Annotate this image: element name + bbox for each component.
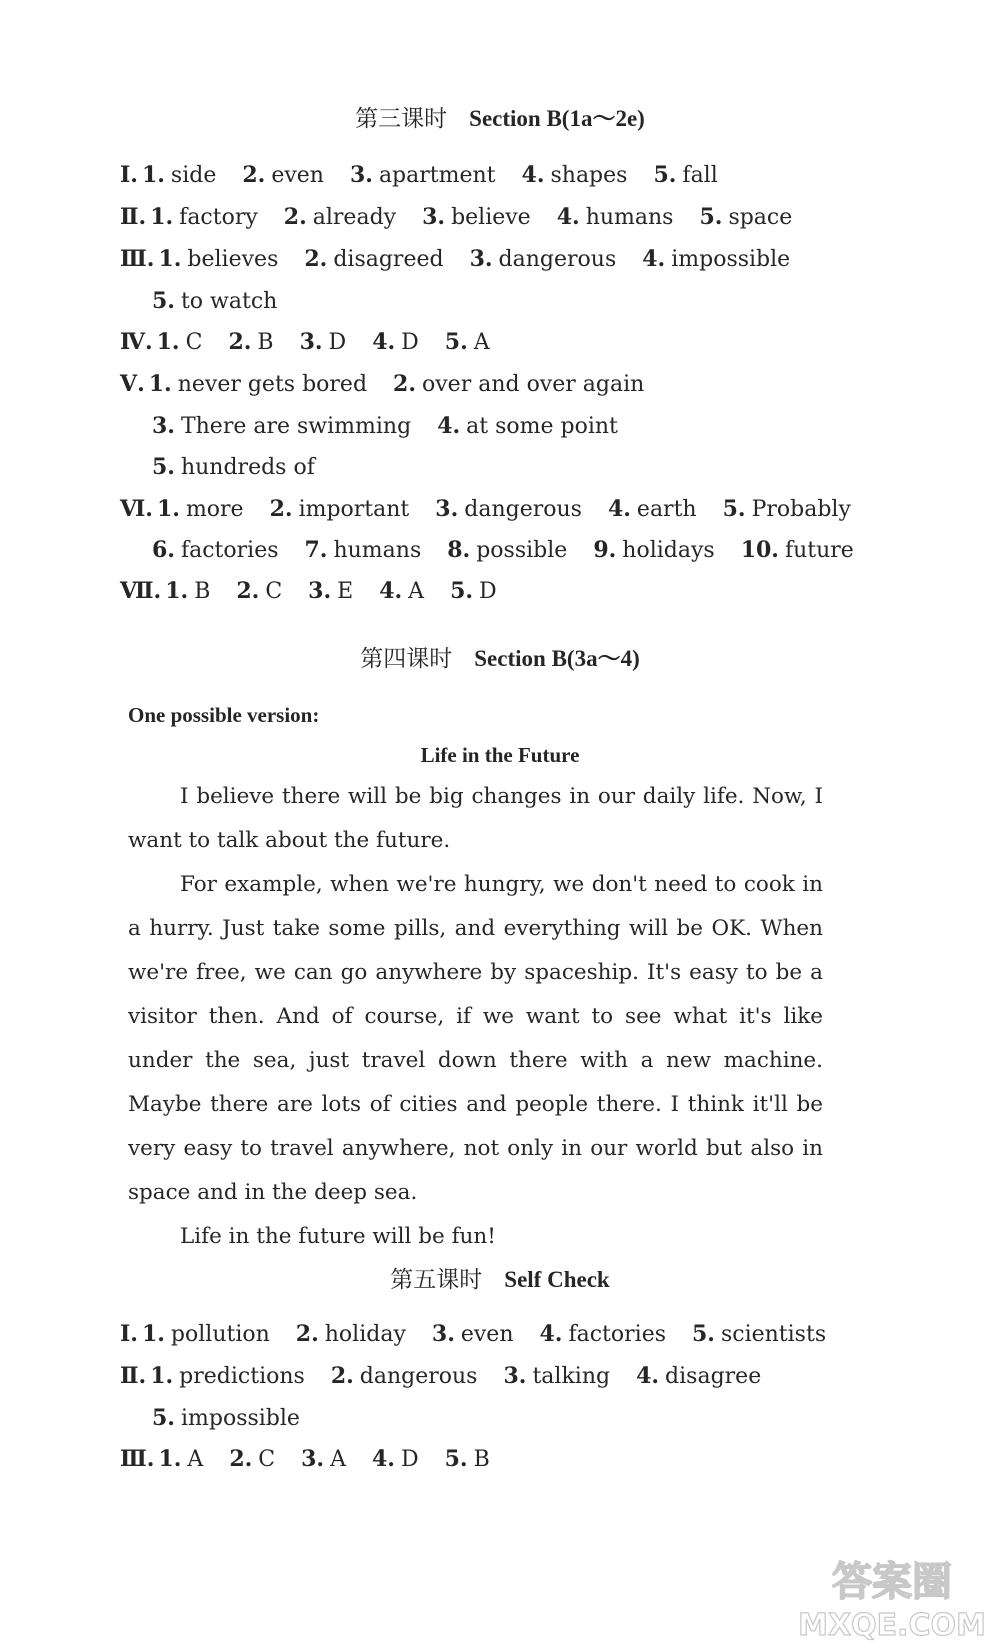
answer-number: 6. (152, 537, 175, 563)
answer-item (142, 163, 216, 188)
roman-numeral: Ⅵ. (120, 496, 153, 522)
answer-text: A (330, 1447, 346, 1472)
answer-number: 5. (653, 162, 677, 188)
answer-item (450, 579, 497, 604)
answer-number: 4. (607, 496, 631, 522)
answer-item (435, 497, 582, 522)
answer-number: 5. (444, 1446, 468, 1472)
answer-item (350, 163, 496, 188)
answer-number: 3. (349, 162, 373, 188)
answer-item (653, 163, 717, 188)
answer-item (142, 1322, 270, 1347)
answer-item (296, 1322, 406, 1347)
answer-number: 4. (636, 1363, 660, 1389)
answer-item (158, 1447, 203, 1472)
answer-number: 3. (422, 204, 446, 230)
possible-version-label: One possible version: (128, 703, 320, 727)
answer-number: 4. (539, 1321, 563, 1347)
essay-paragraph: I believe there will be big changes in our daily life. Now, I want to talk about the future. (128, 784, 823, 853)
answer-number: 2. (283, 204, 307, 230)
section3-heading (0, 100, 1000, 133)
answer-text: factory (179, 205, 258, 230)
answer-text: D (400, 1447, 419, 1472)
answer-item (372, 330, 419, 355)
s3-answer-row (120, 496, 877, 522)
answer-text: pollution (170, 1322, 270, 1347)
answer-text: dangerous (464, 497, 582, 522)
answer-text: believes (187, 247, 279, 272)
answer-number: 1. (141, 162, 165, 188)
answer-item (301, 1447, 346, 1472)
s3-answer-row (120, 204, 818, 230)
answer-number: 2. (393, 371, 416, 397)
answer-item (308, 579, 353, 604)
watermark-text-top: 答案圈 (832, 1559, 952, 1605)
roman-numeral: Ⅳ. (120, 329, 153, 355)
watermark-svg (792, 1547, 992, 1647)
answer-number: 10. (740, 537, 779, 563)
answer-item (540, 1322, 667, 1347)
answer-item (393, 372, 644, 397)
answer-item (445, 330, 490, 355)
answer-number: 2. (295, 1321, 319, 1347)
s3-answer-row (152, 537, 880, 563)
answer-number: 4. (372, 329, 396, 355)
answer-text: C (265, 579, 283, 604)
answer-text: hundreds of (180, 455, 315, 480)
section4-heading (0, 640, 1000, 673)
answer-text: even (271, 163, 324, 188)
answer-number: 4. (521, 162, 545, 188)
answer-item (470, 247, 617, 272)
answer-text: holiday (324, 1322, 406, 1347)
answer-text: to watch (180, 289, 278, 314)
answer-text: never gets bored (177, 372, 368, 397)
answer-item (608, 497, 697, 522)
answer-text: over and over again (422, 372, 645, 397)
section5-heading-cn: 第五课时 (390, 1267, 483, 1292)
answer-text: fall (682, 163, 718, 188)
answer-item (270, 497, 410, 522)
answer-number: 3. (308, 578, 332, 604)
answer-number: 1. (141, 1321, 165, 1347)
answer-number: 9. (593, 537, 617, 563)
s3-answer-row (152, 454, 341, 480)
answer-text: factories (568, 1322, 666, 1347)
answer-text: dangerous (359, 1364, 478, 1389)
answer-text: A (187, 1447, 204, 1472)
essay-paragraph: Life in the future will be fun! (180, 1224, 496, 1249)
answer-item (445, 1447, 490, 1472)
answer-text: D (401, 330, 419, 355)
answer-item (432, 1322, 514, 1347)
answer-text: earth (636, 497, 697, 522)
essay-paragraph: For example, when we're hungry, we don't need to cook in a hurry. Just take some pills, and everything will be OK. When we're free, we can go anywhere by spaceship. It's easy to be a visitor then. And of course, if we want to see what it's like under the sea, just travel down there with a new machine. Maybe there are lots of cities and people there. I think it'll be very easy to travel anywhere, not only in our world but also in space and in the deep sea. (128, 872, 823, 1205)
section4-heading-en: Section B(3a～4) (474, 646, 640, 671)
roman-numeral: Ⅰ. (120, 162, 138, 188)
section5-heading-en: Self Check (504, 1267, 610, 1292)
answer-text: already (312, 205, 397, 230)
answer-item (150, 205, 258, 230)
roman-numeral: Ⅰ. (120, 1321, 138, 1347)
answer-text: disagree (665, 1364, 762, 1389)
answer-item (152, 289, 277, 314)
answer-number: 3. (435, 496, 459, 522)
answer-item (593, 538, 714, 563)
answer-number: 5. (699, 204, 723, 230)
answer-item (152, 1406, 300, 1431)
answer-item (642, 247, 790, 272)
section4-heading-cn: 第四课时 (360, 646, 453, 671)
s3-answer-row (120, 162, 744, 188)
answer-item (300, 330, 347, 355)
answer-text: holidays (622, 538, 715, 563)
answer-number: 2. (236, 578, 260, 604)
answer-number: 2. (242, 162, 266, 188)
s3-answer-row (120, 578, 523, 604)
roman-numeral: Ⅲ. (120, 246, 155, 272)
s3-answer-row (152, 413, 644, 439)
answer-item (557, 205, 674, 230)
section5-heading (0, 1261, 1000, 1294)
answer-text: E (337, 579, 354, 604)
answer-number: 1. (148, 371, 172, 397)
answer-item (229, 1447, 275, 1472)
answer-text: dangerous (498, 247, 617, 272)
answer-item (723, 497, 851, 522)
answer-number: 4. (642, 246, 666, 272)
answer-text: impossible (671, 247, 791, 272)
answer-text: believe (451, 205, 531, 230)
answer-number: 1. (156, 329, 180, 355)
answer-text: humans (333, 538, 422, 563)
answer-text: possible (476, 538, 568, 563)
s5-answer-row (120, 1446, 516, 1472)
answer-number: 1. (158, 1446, 182, 1472)
answer-item (304, 247, 443, 272)
answer-item (228, 330, 273, 355)
answer-item (149, 372, 367, 397)
answer-item (152, 538, 279, 563)
answer-item (236, 579, 282, 604)
answer-number: 5. (444, 329, 468, 355)
answer-item (741, 538, 854, 563)
roman-numeral: Ⅴ. (120, 371, 145, 397)
roman-numeral: Ⅶ. (120, 578, 162, 604)
watermark-logo (792, 1547, 992, 1647)
answer-number: 3. (469, 246, 493, 272)
answer-item (422, 205, 531, 230)
answer-item (437, 414, 618, 439)
answer-text: at some point (466, 414, 618, 439)
answer-text: factories (180, 538, 279, 563)
s5-answer-row (120, 1363, 787, 1389)
answer-number: 4. (379, 578, 403, 604)
answer-text: D (328, 330, 347, 355)
s3-answer-row (120, 371, 670, 397)
section3-heading-en: Section B(1a～2e) (469, 106, 645, 131)
answer-number: 1. (158, 246, 182, 272)
answer-text: disagreed (333, 247, 444, 272)
answer-text: C (185, 330, 203, 355)
answer-text: more (185, 497, 244, 522)
answer-text: C (258, 1447, 276, 1472)
answer-item (242, 163, 324, 188)
watermark-text-bottom: MXQE.COM (798, 1608, 986, 1643)
answer-item (503, 1364, 610, 1389)
answer-number: 1. (150, 1363, 174, 1389)
roman-numeral: Ⅱ. (120, 1363, 147, 1389)
answer-text: humans (585, 205, 674, 230)
answer-text: A (408, 579, 425, 604)
s3-answer-row (120, 329, 516, 355)
answer-number: 3. (503, 1363, 527, 1389)
answer-number: 5. (152, 1405, 175, 1431)
answer-number: 5. (152, 288, 175, 314)
answer-text: side (170, 163, 217, 188)
answer-number: 7. (304, 537, 328, 563)
answer-text: A (473, 330, 490, 355)
answer-text: shapes (550, 163, 628, 188)
answer-number: 4. (556, 204, 580, 230)
answer-item (692, 1322, 826, 1347)
answer-item (331, 1364, 478, 1389)
answer-number: 2. (229, 1446, 253, 1472)
answer-item (379, 579, 424, 604)
answer-number: 5. (692, 1321, 715, 1347)
answer-item (699, 205, 792, 230)
answer-text: important (298, 497, 410, 522)
answer-item (158, 247, 278, 272)
answer-text: There are swimming (180, 414, 412, 439)
answer-number: 1. (156, 496, 180, 522)
answer-number: 4. (437, 413, 461, 439)
answer-number: 5. (152, 454, 175, 480)
answer-text: future (784, 538, 854, 563)
s3-answer-row (120, 246, 816, 272)
answer-number: 3. (152, 413, 175, 439)
answer-number: 4. (371, 1446, 395, 1472)
answer-number: 1. (150, 204, 174, 230)
answer-item (636, 1364, 761, 1389)
answer-number: 5. (450, 578, 474, 604)
answer-item (152, 455, 315, 480)
answer-number: 3. (301, 1446, 325, 1472)
answer-text: Probably (751, 497, 851, 522)
answer-text: B (194, 579, 211, 604)
answer-item (522, 163, 628, 188)
answer-text: B (473, 1447, 490, 1472)
answer-text: talking (532, 1364, 611, 1389)
answer-text: space (728, 205, 793, 230)
answer-item (372, 1447, 419, 1472)
answer-number: 5. (722, 496, 746, 522)
section3-heading-cn: 第三课时 (355, 106, 448, 131)
answer-item (165, 579, 210, 604)
answer-text: B (257, 330, 274, 355)
answer-number: 3. (431, 1321, 455, 1347)
answer-item (150, 1364, 305, 1389)
answer-text: apartment (378, 163, 496, 188)
answer-item (157, 497, 244, 522)
answer-item (305, 538, 422, 563)
roman-numeral: Ⅱ. (120, 204, 147, 230)
answer-text: predictions (179, 1364, 305, 1389)
answer-number: 1. (165, 578, 189, 604)
answer-text: impossible (180, 1406, 300, 1431)
answer-item (284, 205, 396, 230)
answer-text: D (479, 579, 497, 604)
answer-number: 3. (299, 329, 323, 355)
essay-title: Life in the Future (420, 743, 580, 767)
answer-text: scientists (720, 1322, 827, 1347)
roman-numeral: Ⅲ. (120, 1446, 155, 1472)
answer-number: 8. (447, 537, 471, 563)
answer-number: 2. (304, 246, 328, 272)
answer-item (152, 414, 411, 439)
answer-item (157, 330, 203, 355)
s5-answer-row (152, 1405, 326, 1431)
s5-answer-row (120, 1321, 852, 1347)
answer-number: 2. (330, 1363, 354, 1389)
answer-text: even (460, 1322, 514, 1347)
answer-item (447, 538, 567, 563)
answer-number: 2. (269, 496, 293, 522)
s3-answer-row (152, 288, 303, 314)
essay-body (128, 775, 823, 1259)
answer-number: 2. (228, 329, 252, 355)
